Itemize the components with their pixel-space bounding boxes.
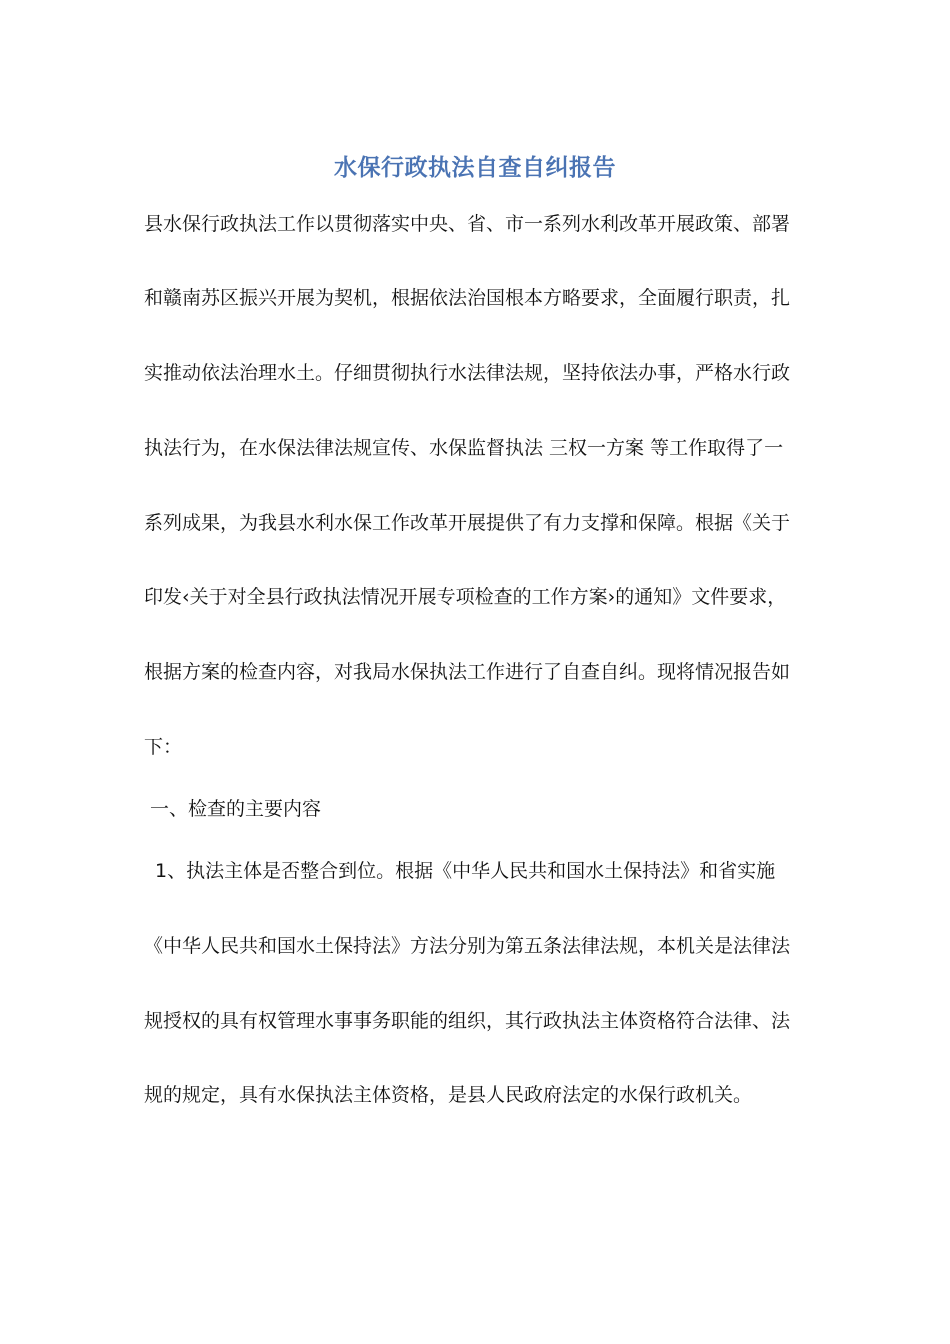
document-title: 水保行政执法自查自纠报告 [334,154,616,181]
paragraph-line: 系列成果，为我县水利水保工作改革开展提供了有力支撑和保障。根据《关于 [144,512,791,534]
paragraph-line: 印发‹关于对全县行政执法情况开展专项检查的工作方案›的通知》文件要求， [144,586,787,608]
paragraph-line: 实推动依法治理水土。仔细贯彻执行水法律法规，坚持依法办事，严格水行政 [144,362,791,384]
list-item-line: 规的规定，具有水保执法主体资格，是县人民政府法定的水保行政机关。 [144,1084,753,1106]
section-heading: 一、检查的主要内容 [150,798,322,820]
list-item-line: 规授权的具有权管理水事事务职能的组织，其行政执法主体资格符合法律、法 [144,1010,791,1032]
paragraph-line: 下： [144,736,183,758]
list-item-line: 1、执法主体是否整合到位。根据《中华人民共和国水土保持法》和省实施 [155,860,776,882]
paragraph-line: 和赣南苏区振兴开展为契机，根据依法治国根本方略要求，全面履行职责，扎 [144,287,791,309]
paragraph-line: 执法行为，在水保法律法规宣传、水保监督执法 三权一方案 等工作取得了一 [144,437,784,459]
paragraph-line: 根据方案的检查内容，对我局水保执法工作进行了自查自纠。现将情况报告如 [144,661,791,683]
list-item-line: 《中华人民共和国水土保持法》方法分别为第五条法律法规，本机关是法律法 [144,935,791,957]
paragraph-line: 县水保行政执法工作以贯彻落实中央、省、市一系列水利改革开展政策、部署 [144,213,791,235]
